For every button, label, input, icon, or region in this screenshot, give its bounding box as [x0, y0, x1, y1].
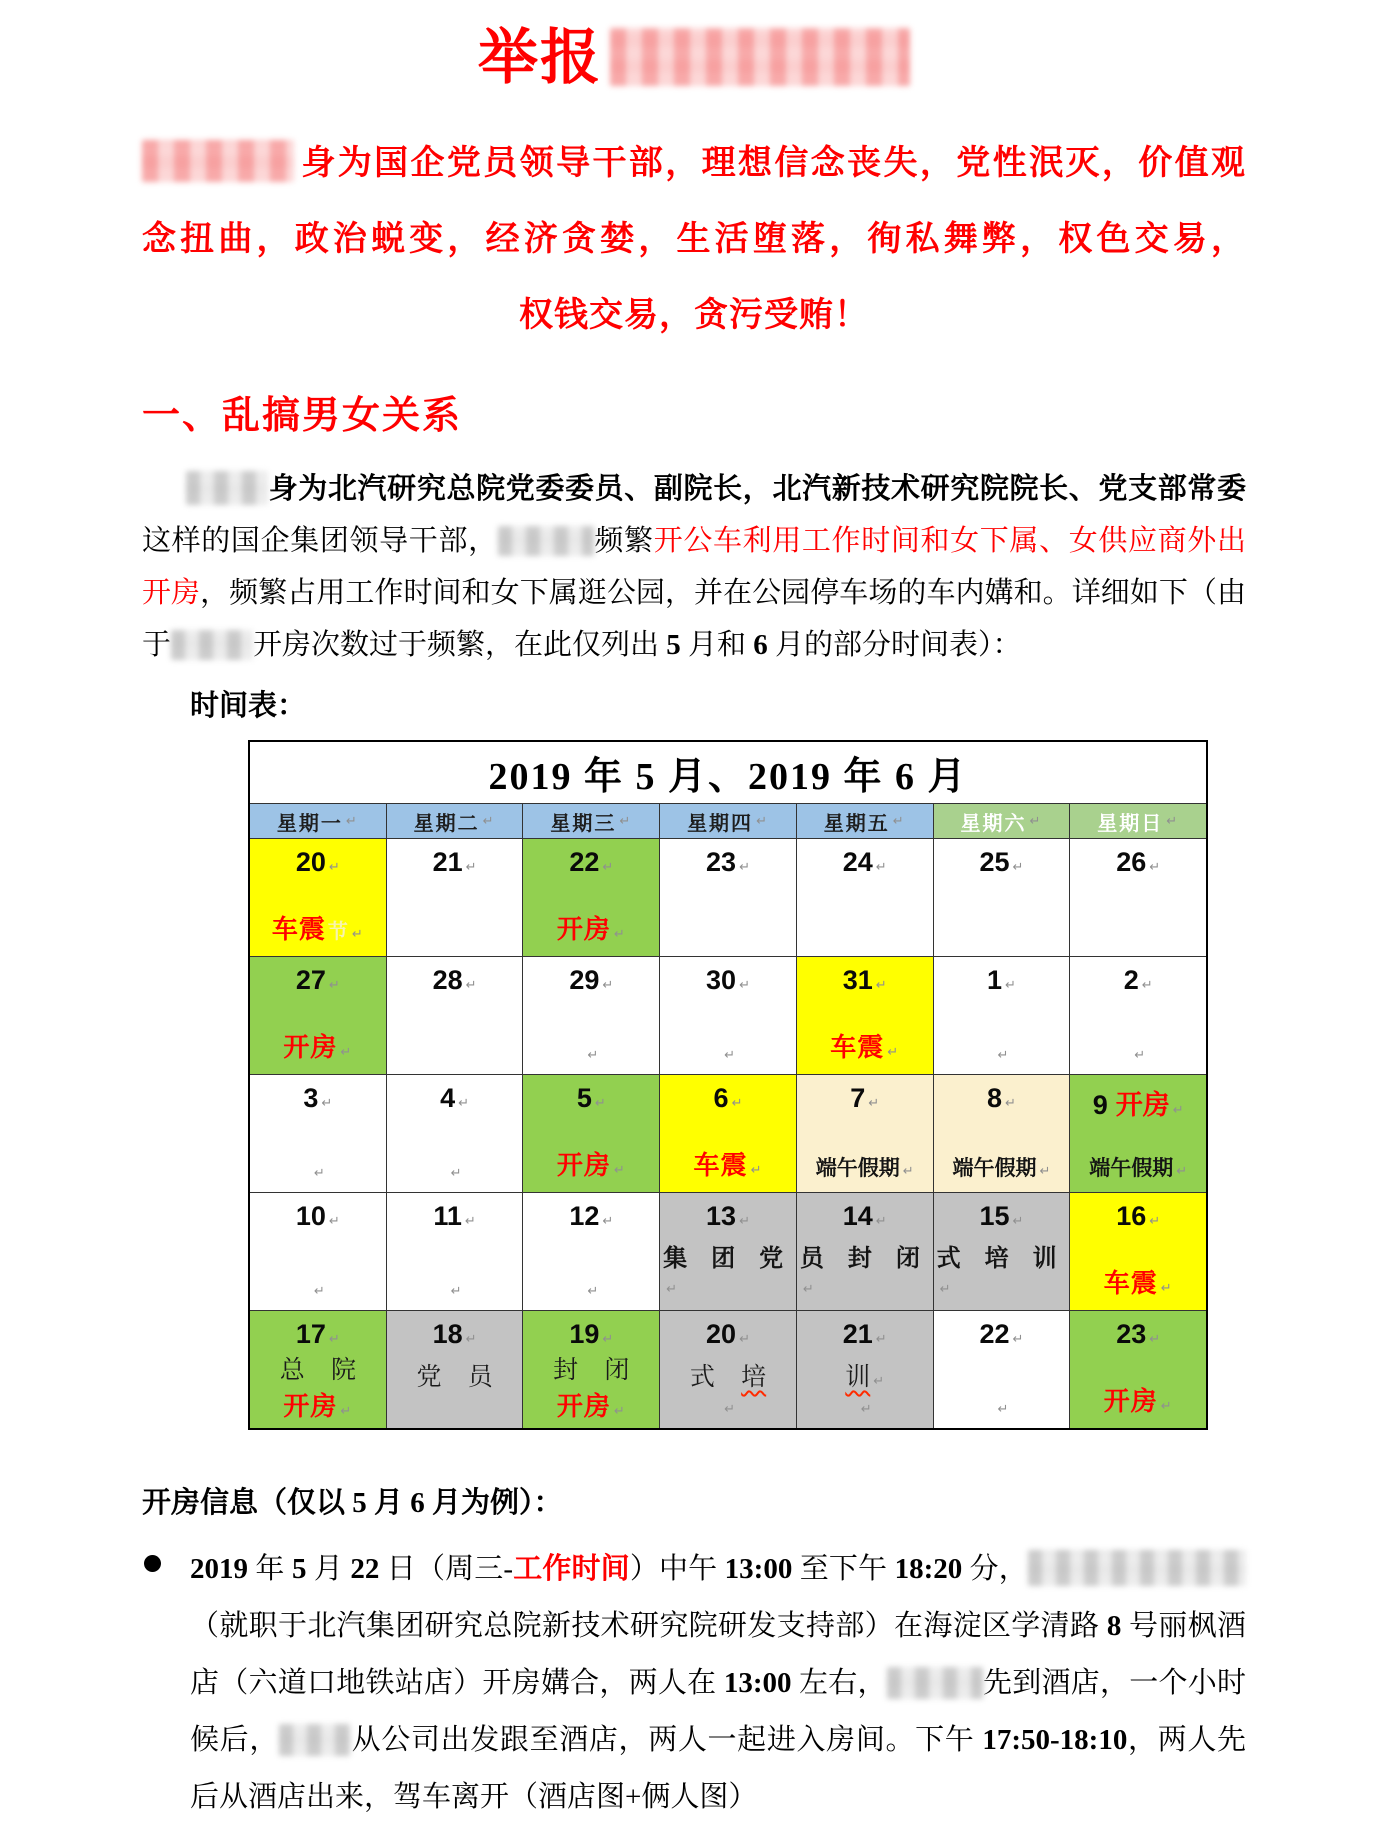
- day-value: 5: [576, 1083, 592, 1113]
- day-number: [979, 847, 1023, 878]
- calendar-cell: [660, 956, 797, 1074]
- day-number: [706, 1319, 750, 1350]
- day-number: [843, 1201, 887, 1232]
- word-mark: ↵: [997, 1402, 1009, 1417]
- word-mark: ↵: [328, 978, 340, 993]
- bullet-text: 从公司出发跟至酒店，两人一起进入房间。下午 17:50-18:10，两人先后从酒店出来，驾车离开（酒店图+俩人图）: [190, 1724, 1246, 1813]
- body-paragraph: [142, 463, 1246, 671]
- accusation-line: [142, 202, 1246, 278]
- day-value: 25: [979, 847, 1010, 877]
- word-mark: ↵: [756, 813, 769, 829]
- calendar-cell: [250, 1192, 387, 1310]
- cell-label-text: 开房: [1103, 1386, 1158, 1416]
- cell-label-suffix: 节: [327, 921, 349, 943]
- accusation-line: [142, 126, 1246, 202]
- cell-label-text: 集 团 党: [663, 1246, 784, 1272]
- cell-label: [694, 1145, 763, 1182]
- calendar-cell: [387, 1310, 524, 1428]
- day-value: 1: [986, 965, 1003, 995]
- day-value: 7: [850, 1083, 866, 1113]
- word-mark: ↵: [1176, 1164, 1188, 1179]
- day-value: 9: [1092, 1090, 1108, 1120]
- day-number: [1124, 965, 1153, 996]
- accusation-text: 身为国企党员领导干部，理想信念丧失，党性泯灭，价值观: [300, 145, 1246, 182]
- empty-cell-mark: [995, 1400, 1009, 1418]
- bullet-text: ）中午 13:00 至下午 18:20 分，: [629, 1553, 1028, 1585]
- redacted-name-inline: [498, 526, 594, 556]
- cell-label-text: 式 培 训: [936, 1246, 1057, 1272]
- cell-text: [845, 1357, 884, 1393]
- weekday-label: 星期五: [823, 812, 890, 835]
- timetable-label: 时间表：: [190, 690, 307, 722]
- word-mark: ↵: [1012, 860, 1024, 875]
- cell-label-text: 端午假期: [815, 1156, 900, 1180]
- calendar-cell: [1070, 956, 1206, 1074]
- body-text-red: 开公车利用工作时间和女下属、女供应商外出开房: [142, 525, 1246, 609]
- word-mark: ↵: [351, 927, 364, 942]
- day-value: 2: [1123, 965, 1139, 995]
- cell-label-text: 车震: [1103, 1268, 1158, 1298]
- day-number: [296, 1319, 340, 1350]
- word-mark: ↵: [1149, 1332, 1161, 1347]
- body-text: 这样的国企集团领导干部，: [142, 525, 498, 557]
- empty-cell-mark: [311, 1282, 325, 1300]
- cell-label-text: 车震: [693, 1150, 748, 1180]
- day-value: 15: [979, 1201, 1010, 1231]
- calendar-row: [250, 1074, 1206, 1192]
- word-mark: ↵: [739, 1332, 750, 1347]
- word-mark: ↵: [328, 1214, 340, 1229]
- calendar-row: [250, 1192, 1206, 1310]
- day-value: 4: [440, 1083, 456, 1113]
- word-mark: ↵: [321, 1096, 333, 1111]
- calendar-cell: [250, 1310, 387, 1428]
- weekday-header: [387, 804, 524, 838]
- body-text-bold: 身为北汽研究总院党委委员、副院长，北汽新技术研究院院长、党支部常委: [268, 473, 1246, 505]
- day-value: 20: [706, 1319, 737, 1349]
- calendar-cell: [934, 956, 1071, 1074]
- cell-label: [816, 1152, 914, 1182]
- day-value: 3: [303, 1083, 319, 1113]
- word-mark: ↵: [328, 860, 340, 875]
- word-mark: ↵: [587, 1284, 599, 1299]
- day-suffix-label: 开房: [1115, 1090, 1170, 1120]
- word-mark: ↵: [887, 1045, 900, 1060]
- day-value: 12: [569, 1201, 600, 1231]
- weekday-header: [660, 804, 797, 838]
- day-number: [714, 1083, 743, 1114]
- day-value: 29: [569, 965, 600, 995]
- word-mark: ↵: [875, 1332, 887, 1347]
- day-number: [569, 965, 613, 996]
- word-mark: ↵: [313, 1166, 325, 1181]
- day-number: [569, 847, 613, 878]
- cell-label: [937, 1238, 1067, 1300]
- empty-cell-mark: [311, 1164, 325, 1182]
- day-number: [843, 965, 887, 996]
- calendar-header-row: [250, 804, 1206, 838]
- day-number: [577, 1083, 606, 1114]
- calendar-cell: [523, 956, 660, 1074]
- body-text: 开房次数过于频繁，在此仅列出 5 月和 6 月的部分时间表）：: [253, 629, 1022, 661]
- cell-text: [280, 1350, 356, 1386]
- word-mark: ↵: [739, 978, 750, 993]
- word-mark: ↵: [875, 1214, 887, 1229]
- empty-cell-mark: [1131, 1046, 1145, 1064]
- day-number: [706, 847, 750, 878]
- calendar-cell: [660, 1192, 797, 1310]
- calendar-cell: [387, 1192, 524, 1310]
- day-number: [433, 965, 477, 996]
- day-number: [1116, 1201, 1160, 1232]
- document-content: [142, 10, 1246, 1826]
- word-mark: ↵: [739, 860, 750, 875]
- weekday-label: 星期三: [550, 812, 617, 835]
- calendar-row: [250, 1310, 1206, 1428]
- cell-text-misspelled: 训: [845, 1364, 871, 1391]
- day-value: 20: [295, 847, 326, 877]
- word-mark: ↵: [340, 1404, 353, 1419]
- word-mark: ↵: [1172, 1103, 1184, 1118]
- info-heading: 开房信息（仅以 5 月 6 月为例）：: [142, 1487, 563, 1519]
- day-number: [433, 1319, 477, 1350]
- day-value: 21: [432, 847, 463, 877]
- word-mark: ↵: [875, 860, 887, 875]
- day-value: 13: [706, 1201, 737, 1231]
- document-page: [0, 10, 1386, 1813]
- day-value: 28: [432, 965, 463, 995]
- day-number: [296, 1201, 340, 1232]
- weekday-header: [934, 804, 1071, 838]
- word-mark: ↵: [587, 1048, 599, 1063]
- calendar-cell: [523, 838, 660, 956]
- empty-cell-mark: [858, 1400, 872, 1418]
- word-mark: ↵: [1149, 1214, 1161, 1229]
- cell-text-part: 式: [689, 1364, 742, 1391]
- word-mark: ↵: [1166, 813, 1180, 829]
- word-mark: ↵: [313, 1284, 325, 1299]
- day-number: [1093, 1083, 1184, 1122]
- day-number: [843, 847, 887, 878]
- cell-label: [1104, 1381, 1173, 1418]
- word-mark: ↵: [997, 1048, 1009, 1063]
- word-mark: ↵: [1029, 813, 1043, 829]
- calendar-table: [248, 740, 1208, 1430]
- cell-label-text: 车震: [830, 1032, 885, 1062]
- day-number: [433, 847, 477, 878]
- weekday-header: [523, 804, 660, 838]
- word-mark: ↵: [750, 1163, 763, 1178]
- cell-label-text: 开房: [556, 1150, 611, 1180]
- bullet-text: 2019 年 5 月 22 日（周三-: [190, 1553, 514, 1585]
- accusation-text: 权钱交易，贪污受贿！: [519, 297, 869, 334]
- calendar-cell: [250, 838, 387, 956]
- calendar-cell: [797, 1074, 934, 1192]
- bullet-text: （就职于北汽集团研究总院新技术研究院研发支持部）在海淀区学清路 8 号丽枫酒店（六道口地铁站店）开房媾合，两人在 13:00 左右，: [190, 1610, 1246, 1699]
- accusation-paragraph: [142, 126, 1246, 354]
- word-mark: ↵: [602, 1332, 614, 1347]
- empty-cell-mark: [721, 1400, 735, 1418]
- day-number: [987, 1083, 1016, 1114]
- word-mark: ↵: [602, 860, 614, 875]
- section-heading: 一、乱搞男女关系: [142, 395, 463, 437]
- calendar-cell: [660, 838, 797, 956]
- cell-text-part: 封 闭: [553, 1357, 630, 1384]
- word-mark: ↵: [724, 1402, 735, 1417]
- bullet-icon: [144, 1555, 161, 1572]
- day-number: [979, 1319, 1023, 1350]
- bullet-text-red: 工作时间: [513, 1553, 630, 1585]
- calendar-cell: [1070, 838, 1206, 956]
- day-number: [303, 1083, 332, 1114]
- word-mark: ↵: [1012, 1214, 1024, 1229]
- word-mark: ↵: [465, 1332, 477, 1347]
- calendar-row: [250, 956, 1206, 1074]
- word-mark: ↵: [594, 1096, 606, 1111]
- empty-cell-mark: [721, 1046, 735, 1064]
- cell-label-text: 端午假期: [1089, 1156, 1174, 1180]
- cell-label: [663, 1238, 793, 1300]
- word-mark: ↵: [619, 813, 633, 829]
- calendar-cell: [387, 1074, 524, 1192]
- calendar-cell: [660, 1074, 797, 1192]
- day-number: [706, 965, 750, 996]
- word-mark: ↵: [602, 1214, 614, 1229]
- word-mark: ↵: [613, 1404, 626, 1419]
- cell-label-text: 开房: [556, 914, 611, 944]
- cell-text: [416, 1357, 492, 1393]
- day-number: [843, 1319, 887, 1350]
- cell-label: [557, 1145, 626, 1182]
- redacted-name-inline: [1028, 1550, 1246, 1586]
- cell-label: [830, 1027, 899, 1064]
- bullet-item: [142, 1541, 1246, 1826]
- word-mark: ↵: [860, 1402, 872, 1417]
- cell-label: [1089, 1152, 1187, 1182]
- calendar-cell: [523, 1310, 660, 1428]
- word-mark: ↵: [613, 927, 626, 942]
- word-mark: ↵: [613, 1163, 626, 1178]
- cell-label: [800, 1238, 930, 1300]
- day-number: [1116, 1319, 1160, 1350]
- cell-label: [1104, 1263, 1173, 1300]
- empty-cell-mark: [448, 1282, 462, 1300]
- calendar-cell: [660, 1310, 797, 1428]
- word-mark: ↵: [1012, 1332, 1024, 1347]
- calendar-cell: [523, 1074, 660, 1192]
- day-value: 26: [1116, 847, 1147, 877]
- calendar-cell: [934, 838, 1071, 956]
- word-mark: ↵: [875, 978, 887, 993]
- cell-label-text: 开房: [556, 1391, 611, 1421]
- calendar-cell: [250, 1074, 387, 1192]
- word-mark: ↵: [939, 1282, 951, 1297]
- word-mark: ↵: [482, 813, 496, 829]
- day-number: [569, 1201, 613, 1232]
- cell-label-text: 车震: [271, 914, 326, 944]
- word-mark: ↵: [739, 1214, 750, 1229]
- word-mark: ↵: [345, 813, 359, 829]
- cell-text: [553, 1350, 629, 1386]
- word-mark: ↵: [1160, 1281, 1173, 1296]
- cell-label-text: 端午假期: [952, 1156, 1037, 1180]
- day-value: 6: [713, 1083, 729, 1113]
- day-value: 22: [569, 847, 600, 877]
- weekday-header: [250, 804, 387, 838]
- word-mark: ↵: [328, 1332, 340, 1347]
- day-value: 14: [842, 1201, 873, 1231]
- accusation-line: [142, 278, 1246, 354]
- day-number: [1116, 847, 1160, 878]
- word-mark: ↵: [892, 813, 906, 829]
- day-value: 18: [432, 1319, 463, 1349]
- day-value: 16: [1116, 1201, 1147, 1231]
- word-mark: ↵: [465, 860, 477, 875]
- day-value: 24: [842, 847, 873, 877]
- cell-label-text: 开房: [283, 1032, 338, 1062]
- empty-cell-mark: [995, 1046, 1009, 1064]
- word-mark: ↵: [868, 1096, 880, 1111]
- word-mark: ↵: [450, 1166, 462, 1181]
- word-mark: ↵: [450, 1284, 462, 1299]
- cell-label: [283, 1386, 352, 1423]
- word-mark: ↵: [458, 1096, 470, 1111]
- cell-label: [283, 1027, 352, 1064]
- weekday-header: [1070, 804, 1206, 838]
- word-mark: ↵: [1149, 860, 1161, 875]
- title-text: 举报: [478, 24, 602, 91]
- cell-label: [557, 909, 626, 946]
- cell-text-misspelled: 培: [741, 1364, 767, 1391]
- weekday-label: 星期六: [960, 812, 1027, 835]
- weekday-label: 星期二: [413, 812, 480, 835]
- word-mark: ↵: [1039, 1164, 1051, 1179]
- calendar-cell: [797, 1192, 934, 1310]
- calendar-cell: [1070, 1310, 1206, 1428]
- day-number: [296, 965, 340, 996]
- word-mark: ↵: [731, 1096, 743, 1111]
- word-mark: ↵: [340, 1045, 353, 1060]
- day-number: [979, 1201, 1023, 1232]
- day-value: 30: [706, 965, 737, 995]
- day-number: [296, 847, 340, 878]
- redacted-name-inline: [186, 471, 268, 505]
- day-value: 21: [842, 1319, 873, 1349]
- page-title: [142, 10, 1246, 96]
- weekday-label: 星期四: [687, 812, 754, 835]
- day-value: 31: [842, 965, 873, 995]
- day-number: [440, 1083, 469, 1114]
- calendar-cell: [250, 956, 387, 1074]
- calendar-cell: [934, 1310, 1071, 1428]
- word-mark: ↵: [873, 1374, 885, 1389]
- empty-cell-mark: [584, 1282, 598, 1300]
- day-value: 11: [433, 1201, 462, 1231]
- redacted-name-inline: [887, 1667, 983, 1699]
- cell-label-text: 员 封 闭: [799, 1246, 920, 1272]
- calendar-cell: [797, 838, 934, 956]
- day-value: 23: [1116, 1319, 1147, 1349]
- word-mark: ↵: [724, 1048, 735, 1063]
- accusation-text: 念扭曲，政治蜕变，经济贪婪，生活堕落，徇私舞弊，权色交易，: [142, 221, 1246, 258]
- redacted-name-inline: [171, 630, 253, 660]
- word-mark: ↵: [1141, 978, 1153, 993]
- calendar-cell: [387, 956, 524, 1074]
- day-value: 8: [986, 1083, 1003, 1113]
- calendar-title: 2019 年 5 月、2019 年 6 月: [250, 742, 1206, 804]
- calendar-cell: [387, 838, 524, 956]
- calendar-cell: [1070, 1192, 1206, 1310]
- word-mark: ↵: [1160, 1399, 1173, 1414]
- word-mark: ↵: [602, 978, 614, 993]
- day-value: 10: [295, 1201, 326, 1231]
- day-value: 19: [569, 1319, 600, 1349]
- cell-text-part: 总 院: [279, 1357, 356, 1384]
- cell-label: [557, 1386, 626, 1423]
- word-mark: ↵: [902, 1164, 914, 1179]
- word-mark: ↵: [666, 1282, 678, 1297]
- calendar-cell: [934, 1192, 1071, 1310]
- cell-label: [272, 909, 364, 946]
- day-value: 27: [295, 965, 326, 995]
- day-number: [987, 965, 1016, 996]
- redacted-name-inline: [279, 1724, 351, 1756]
- calendar-grid: [250, 838, 1206, 1428]
- calendar-cell: [797, 1310, 934, 1428]
- word-mark: ↵: [1134, 1048, 1146, 1063]
- weekday-label: 星期日: [1097, 812, 1164, 835]
- day-number: [433, 1201, 475, 1232]
- day-number: [706, 1201, 750, 1232]
- word-mark: ↵: [1005, 978, 1016, 993]
- day-value: 17: [295, 1319, 326, 1349]
- day-number: [850, 1083, 879, 1114]
- body-text: 频繁: [593, 525, 654, 557]
- empty-cell-mark: [448, 1164, 462, 1182]
- day-number: [569, 1319, 613, 1350]
- word-mark: ↵: [465, 978, 477, 993]
- cell-text-part: 党 员: [416, 1364, 493, 1391]
- redacted-name-block: [610, 28, 910, 86]
- cell-text: [690, 1357, 766, 1393]
- weekday-header: [797, 804, 934, 838]
- body-text: ，频繁占用工作时间和女下属逛公园，并在公园停车场的车内媾和。详细如下（由于: [142, 577, 1246, 661]
- cell-label-text: 开房: [283, 1391, 338, 1421]
- weekday-label: 星期一: [276, 812, 343, 835]
- word-mark: ↵: [1005, 1096, 1016, 1111]
- calendar-cell: [797, 956, 934, 1074]
- redacted-name-inline: [142, 140, 294, 182]
- day-value: 22: [979, 1319, 1010, 1349]
- word-mark: ↵: [464, 1214, 476, 1229]
- cell-label: [953, 1152, 1051, 1182]
- empty-cell-mark: [584, 1046, 598, 1064]
- bullet-text: 先到酒店，一个小时候后，: [190, 1667, 1246, 1756]
- calendar-cell: [523, 1192, 660, 1310]
- day-value: 23: [706, 847, 737, 877]
- word-mark: ↵: [802, 1282, 814, 1297]
- calendar-cell: [934, 1074, 1071, 1192]
- calendar-cell: [1070, 1074, 1206, 1192]
- calendar-row: [250, 838, 1206, 956]
